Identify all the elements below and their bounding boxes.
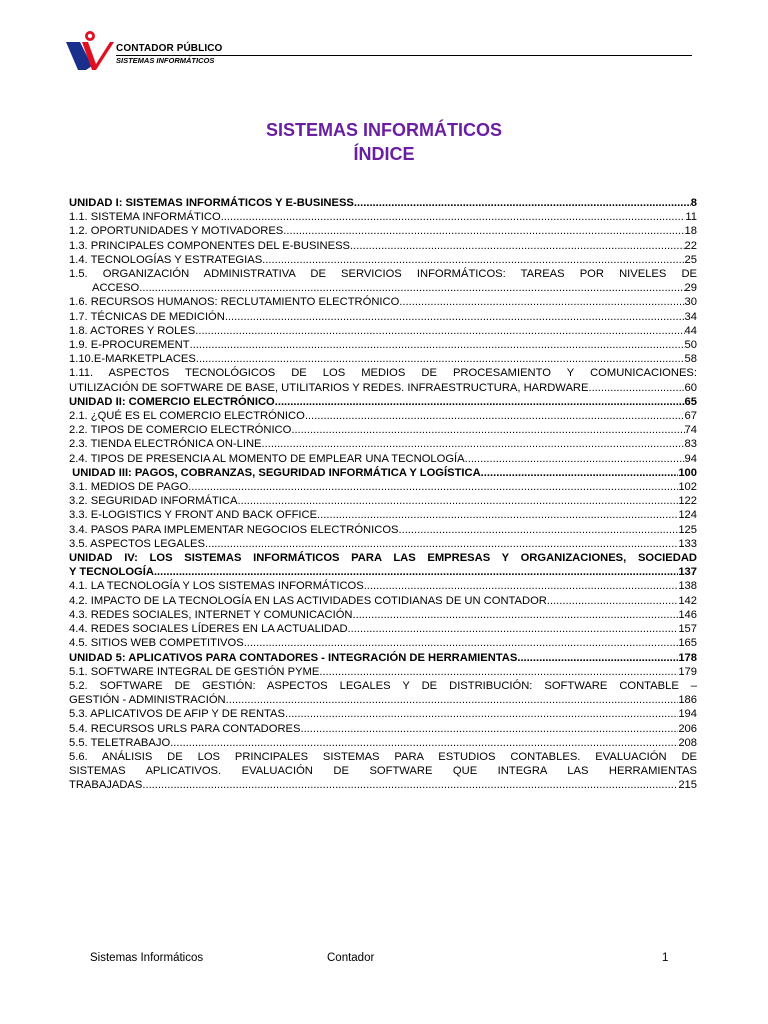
toc-entry-5-6-line1[interactable]: 5.6. ANÁLISIS DE LOS PRINCIPALES SISTEMAS PARA ESTUDIOS CONTABLES. EVALUACIÓN DE bbox=[69, 750, 697, 763]
toc-entry-2-2[interactable]: 2.2. TIPOS DE COMERCIO ELECTRÓNICO ..... 74 bbox=[69, 423, 697, 437]
toc-entry-2-4[interactable]: 2.4. TIPOS DE PRESENCIA AL MOMENTO DE EMPLEAR UNA TECNOLOGÍA ..... 94 bbox=[69, 452, 697, 466]
toc-entry-5-2-line1[interactable]: 5.2. SOFTWARE DE GESTIÓN: ASPECTOS LEGALES Y DE DISTRIBUCIÓN: SOFTWARE CONTABLE – bbox=[69, 679, 697, 692]
toc-entry-5-6-line2[interactable]: SISTEMAS APLICATIVOS. EVALUACIÓN DE SOFTWARE QUE INTEGRA LAS HERRAMIENTAS bbox=[69, 765, 697, 778]
toc-entry-2-1[interactable]: 2.1. ¿QUÉ ES EL COMERCIO ELECTRÓNICO ..... 67 bbox=[69, 409, 697, 423]
toc-unit-2[interactable]: UNIDAD II: COMERCIO ELECTRÓNICO ..... 65 bbox=[69, 395, 697, 409]
toc-entry-3-1[interactable]: 3.1. MEDIOS DE PAGO ..... 102 bbox=[69, 480, 697, 494]
toc-entry-1-1[interactable]: 1.1. SISTEMA INFORMÁTICO ..... 11 bbox=[69, 210, 697, 224]
toc-entry-1-7[interactable]: 1.7. TÉCNICAS DE MEDICIÓN ..... 34 bbox=[69, 310, 697, 324]
toc-unit-1[interactable]: UNIDAD I: SISTEMAS INFORMÁTICOS Y E-BUSINESS ..... 8 bbox=[69, 196, 697, 210]
toc-entry-1-10[interactable]: 1.10.E-MARKETPLACES ..... 58 bbox=[69, 352, 697, 366]
toc-entry-1-5-line1[interactable]: 1.5. ORGANIZACIÓN ADMINISTRATIVA DE SERVICIOS INFORMÁTICOS: TAREAS POR NIVELES DE bbox=[69, 268, 697, 281]
toc-entry-5-5[interactable]: 5.5. TELETRABAJO ..... 208 bbox=[69, 736, 697, 750]
toc-entry-3-2[interactable]: 3.2. SEGURIDAD INFORMÁTICA ..... 122 bbox=[69, 494, 697, 508]
toc-entry-1-3[interactable]: 1.3. PRINCIPALES COMPONENTES DEL E-BUSINESS ..... 22 bbox=[69, 239, 697, 253]
toc-entry-3-3[interactable]: 3.3. E-LOGISTICS Y FRONT AND BACK OFFICE ..... 124 bbox=[69, 508, 697, 522]
document-header bbox=[66, 30, 692, 70]
toc-entry-1-9[interactable]: 1.9. E-PROCUREMENT ..... 50 bbox=[69, 338, 697, 352]
toc-entry-1-2[interactable]: 1.2. OPORTUNIDADES Y MOTIVADORES ..... 18 bbox=[69, 224, 697, 238]
document-title: SISTEMAS INFORMÁTICOS bbox=[265, 120, 502, 140]
toc-entry-1-6[interactable]: 1.6. RECURSOS HUMANOS: RECLUTAMIENTO ELECTRÓNICO ..... 30 bbox=[69, 295, 697, 309]
toc-entry-4-5[interactable]: 4.5. SITIOS WEB COMPETITIVOS ..... 165 bbox=[69, 636, 697, 650]
toc-entry-1-8[interactable]: 1.8. ACTORES Y ROLES ..... 44 bbox=[69, 324, 697, 338]
toc-unit-4-line1[interactable]: UNIDAD IV: LOS SISTEMAS INFORMÁTICOS PARA LAS EMPRESAS Y ORGANIZACIONES, SOCIEDAD bbox=[69, 552, 697, 565]
toc-entry-3-5[interactable]: 3.5. ASPECTOS LEGALES ..... 133 bbox=[69, 537, 697, 551]
toc-entry-1-11-line1[interactable]: 1.11. ASPECTOS TECNOLÓGICOS DE LOS MEDIOS DE PROCESAMIENTO Y COMUNICACIONES: bbox=[69, 367, 697, 380]
toc-entry-5-2[interactable]: GESTIÓN - ADMINISTRACIÓN ..... 186 bbox=[69, 693, 697, 707]
toc-entry-1-4[interactable]: 1.4. TECNOLOGÍAS Y ESTRATEGIAS ..... 25 bbox=[69, 253, 697, 267]
toc-entry-4-2[interactable]: 4.2. IMPACTO DE LA TECNOLOGÍA EN LAS ACTIVIDADES COTIDIANAS DE UN CONTADOR ..... 142 bbox=[69, 594, 697, 608]
brand-title: CONTADOR PÚBLICO bbox=[116, 43, 223, 54]
toc-unit-5[interactable]: UNIDAD 5: APLICATIVOS PARA CONTADORES - INTEGRACIÓN DE HERRAMIENTAS ..... 178 bbox=[69, 651, 697, 665]
footer-course-name: Sistemas Informáticos bbox=[90, 952, 204, 964]
toc-entry-3-4[interactable]: 3.4. PASOS PARA IMPLEMENTAR NEGOCIOS ELECTRÓNICOS ..... 125 bbox=[69, 523, 697, 537]
toc-entry-1-5[interactable]: ACCESO ..... 29 bbox=[69, 281, 697, 295]
toc-unit-4[interactable]: Y TECNOLOGÍA ..... 137 bbox=[69, 565, 697, 579]
toc-entry-4-3[interactable]: 4.3. REDES SOCIALES, INTERNET Y COMUNICACIÓN ..... 146 bbox=[69, 608, 697, 622]
toc-unit-3[interactable]: UNIDAD III: PAGOS, COBRANZAS, SEGURIDAD INFORMÁTICA Y LOGÍSTICA ..... 100 bbox=[69, 466, 697, 480]
index-heading: ÍNDICE bbox=[353, 144, 415, 164]
toc-entry-5-4[interactable]: 5.4. RECURSOS URLS PARA CONTADORES ..... 206 bbox=[69, 722, 697, 736]
footer-career: Contador bbox=[327, 952, 375, 964]
university-logo bbox=[66, 30, 114, 70]
toc-entry-1-11[interactable]: UTILIZACIÓN DE SOFTWARE DE BASE, UTILITARIOS Y REDES. INFRAESTRUCTURA, HARDWARE. ..... .60 bbox=[69, 381, 697, 395]
footer-page-number: 1 bbox=[662, 952, 669, 964]
toc-entry-2-3[interactable]: 2.3. TIENDA ELECTRÓNICA ON-LINE ..... 83 bbox=[69, 437, 697, 451]
toc-entry-5-1[interactable]: 5.1. SOFTWARE INTEGRAL DE GESTIÓN PYME ..... 179 bbox=[69, 665, 697, 679]
toc-entry-5-6[interactable]: TRABAJADAS ..... 215 bbox=[69, 778, 697, 792]
brand-subtitle: SISTEMAS INFORMÁTICOS bbox=[116, 56, 215, 65]
toc-entry-4-1[interactable]: 4.1. LA TECNOLOGÍA Y LOS SISTEMAS INFORMÁTICOS ..... 138 bbox=[69, 579, 697, 593]
toc-entry-4-4[interactable]: 4.4. REDES SOCIALES LÍDERES EN LA ACTUALIDAD ..... 157 bbox=[69, 622, 697, 636]
toc-entry-5-3[interactable]: 5.3. APLICATIVOS DE AFIP Y DE RENTAS ..... 194 bbox=[69, 707, 697, 721]
table-of-contents bbox=[69, 196, 697, 793]
